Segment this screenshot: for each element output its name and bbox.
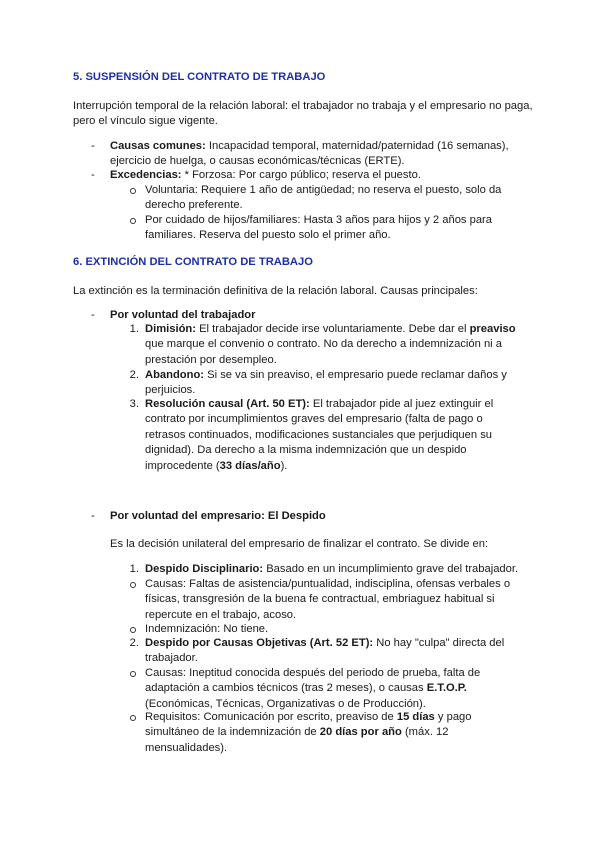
circle-bullet-icon [130, 671, 136, 677]
despido-objetivo-text: No hay "culpa" directa del trabajador. [145, 637, 505, 665]
despido-disciplinario-text: Basado en un incumplimiento grave del trabajador. [263, 563, 519, 575]
etop-bold: E.T.O.P. [426, 682, 467, 695]
causas-comunes-text: Incapacidad temporal, maternidad/paternidad (16 semanas), ejercicio de huelga, o causas económicas/técnicas (ERTE). [110, 140, 509, 168]
disciplinario-indemnizacion-item: Indemnización: No tiene. [145, 623, 269, 635]
abandono-label: Abandono: [145, 369, 205, 381]
dias-ano-bold: 33 días/año [219, 459, 281, 472]
voluntad-empresario-heading: Por voluntad del empresario: El Despido [110, 510, 326, 522]
causas-comunes-label: Causas comunes: [110, 140, 206, 152]
excedencias-item [110, 168, 520, 183]
list-number: 1. [129, 323, 139, 335]
circle-bullet-icon [130, 582, 136, 588]
dimision-text-cont: que marque el convenio o contrato. No da derecho a indemnización ni a prestación por desempleo. [145, 338, 502, 366]
dimision-label: Dimisión: [145, 323, 196, 335]
objetivo-causas-text-end: (Económicas, Técnicas, Organizativas o de Producción). [145, 697, 426, 710]
excedencia-voluntaria-item: Voluntaria: Requiere 1 año de antigüedad; no reserva el puesto, solo da derecho preferente. [145, 184, 502, 212]
section-6-title: 6. EXTINCIÓN DEL CONTRATO DE TRABAJO [73, 256, 313, 268]
quince-dias-bold: 15 días [396, 711, 435, 723]
dash-bullet: - [91, 169, 95, 181]
requisitos-text-mid: y pago simultáneo de la indemnización de [145, 711, 472, 739]
despido-disciplinario-label: Despido Disciplinario: [145, 563, 264, 575]
section-6-intro: La extinción es la terminación definitiva de la relación laboral. Causas principales: [73, 285, 478, 297]
objetivo-requisitos-item [145, 710, 520, 756]
preaviso-bold: preaviso [469, 323, 516, 335]
excedencias-text: * Forzosa: Por cargo público; reserva el puesto. [181, 169, 421, 181]
abandono-item [145, 368, 520, 399]
requisitos-text-end: (máx. 12 mensualidades). [145, 726, 449, 754]
circle-bullet-icon [130, 218, 136, 224]
section-5-intro: Interrupción temporal de la relación laboral: el trabajador no trabaja y el empresario no paga, pero el vínculo sigue vigente. [73, 100, 533, 128]
dimision-item [145, 322, 520, 368]
despido-objetivo-item [145, 636, 520, 667]
abandono-text: Si se va sin preaviso, el empresario puede reclamar daños y perjuicios. [145, 369, 507, 397]
resolucion-text: El trabajador pide al juez extinguir el contrato por incumplimientos graves del empresario (falta de pago o retrasos continuados, modificaciones sustanciales que perjudiquen su dignidad). Da derecho a la misma indemnización que un despido improcedente ( [145, 398, 494, 472]
list-number: 2. [129, 637, 139, 649]
disciplinario-causas-item: Causas: Faltas de asistencia/puntualidad, indisciplina, ofensas verbales o físicas, transgresión de la buena fe contractual, embriaguez habitual si repercute en el trabajo, acoso. [145, 578, 511, 621]
section-5-title: 5. SUSPENSIÓN DEL CONTRATO DE TRABAJO [73, 71, 326, 83]
despido-disciplinario-item [145, 562, 520, 577]
dash-bullet: - [91, 510, 95, 522]
list-number: 2. [129, 369, 139, 381]
circle-bullet-icon [130, 188, 136, 194]
causas-comunes-item [110, 139, 520, 170]
dash-bullet: - [91, 140, 95, 152]
veinte-dias-bold: 20 días por año [319, 726, 402, 739]
list-number: 1. [129, 563, 139, 575]
resolucion-label: Resolución causal (Art. 50 ET): [145, 398, 310, 410]
objetivo-causas-text: Causas: Ineptitud conocida después del periodo de prueba, falta de adaptación a cambios técnicos (tras 2 meses), o causas [145, 667, 481, 695]
resolucion-text-end: ). [280, 459, 288, 472]
requisitos-text: Requisitos: Comunicación por escrito, preaviso de [145, 711, 397, 723]
excedencias-label: Excedencias: [110, 169, 182, 181]
dimision-text: El trabajador decide irse voluntariamente. Debe dar el [195, 323, 470, 335]
circle-bullet-icon [130, 715, 136, 721]
excedencia-cuidado-item: Por cuidado de hijos/familiares: Hasta 3 años para hijos y 2 años para familiares. Reserva del puesto solo el primer año. [145, 214, 493, 242]
list-number: 3. [129, 398, 139, 410]
despido-objetivo-label: Despido por Causas Objetivas (Art. 52 ET): [145, 637, 374, 649]
resolucion-causal-item [145, 397, 520, 474]
objetivo-causas-item [145, 666, 520, 712]
circle-bullet-icon [130, 627, 136, 633]
dash-bullet: - [91, 309, 95, 321]
despido-intro: Es la decisión unilateral del empresario de finalizar el contrato. Se divide en: [110, 538, 489, 550]
voluntad-trabajador-heading: Por voluntad del trabajador [110, 309, 256, 321]
